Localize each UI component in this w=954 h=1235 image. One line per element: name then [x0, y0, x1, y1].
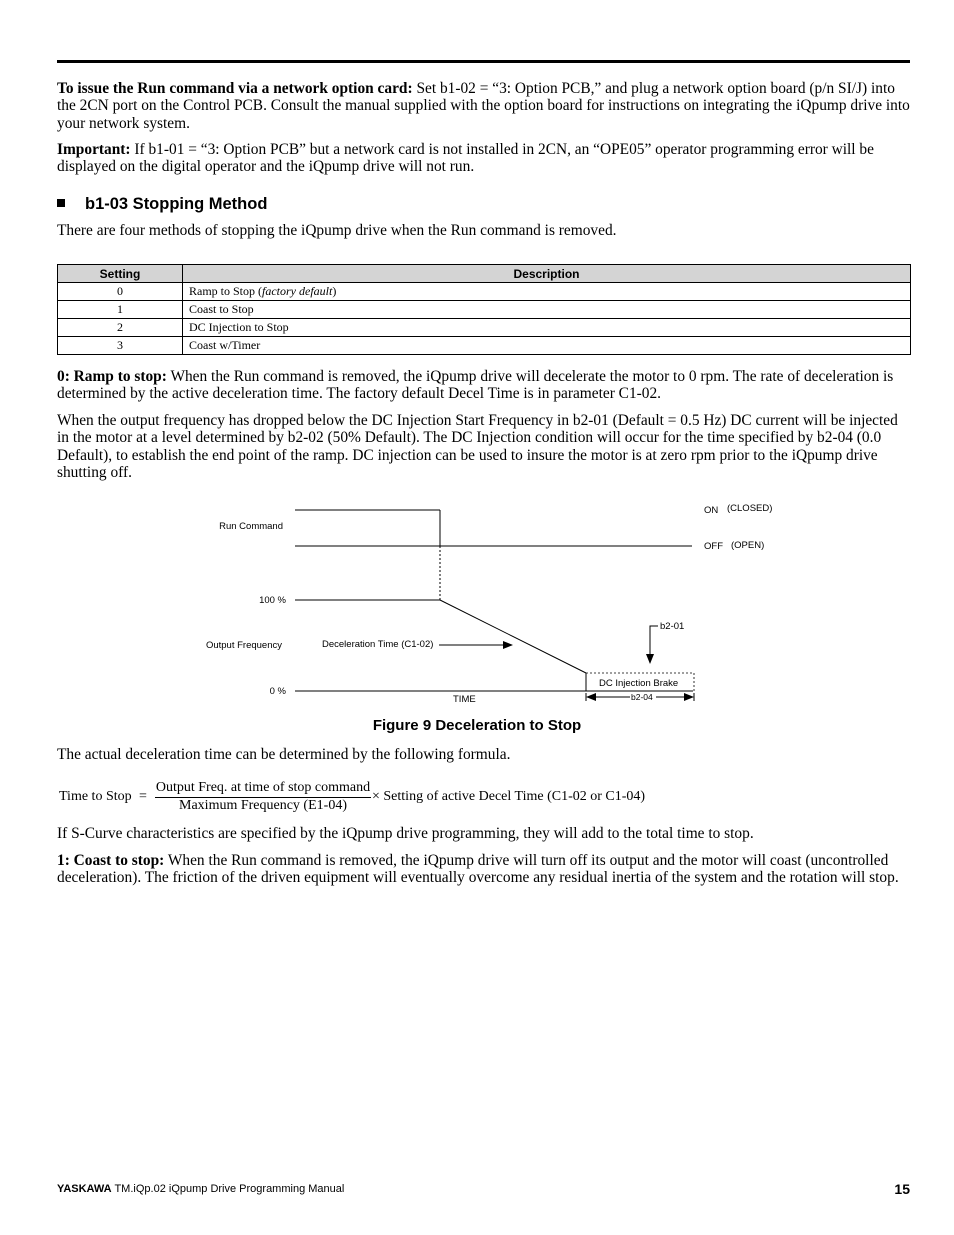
footer-brand: YASKAWA: [57, 1183, 112, 1195]
settings-table: [57, 264, 911, 355]
table-header-description: Description: [183, 265, 911, 283]
table-cell-description: Coast to Stop: [183, 301, 911, 319]
open-label: (OPEN): [731, 540, 765, 551]
dc-brake-label: DC Injection Brake: [599, 678, 679, 689]
on-label: ON: [704, 505, 719, 516]
header-rule: [57, 60, 910, 63]
footer-title: [57, 1183, 344, 1195]
formula-equals: =: [139, 789, 147, 804]
table-header-setting: Setting: [58, 265, 183, 283]
table-header-row: [58, 265, 911, 283]
table-cell-description: [183, 283, 911, 301]
b204-label: b2-04: [631, 692, 653, 702]
off-label: OFF: [704, 541, 723, 552]
run-command-label: Run Command: [219, 521, 283, 532]
section-title: b1-03 Stopping Method: [85, 195, 268, 213]
figure-caption: Figure 9 Deceleration to Stop: [372, 717, 582, 734]
description-text: Ramp to Stop (: [189, 284, 263, 298]
table-cell-setting: 0: [58, 283, 183, 301]
scurve-paragraph: If S-Curve characteristics are specified by the iQpump drive programming, they will add to the total time to stop.: [57, 825, 754, 842]
time-to-stop-formula: [59, 780, 759, 816]
table-cell-setting: 2: [58, 319, 183, 337]
description-note: factory default: [262, 284, 333, 298]
deceleration-diagram: [190, 495, 790, 715]
important-paragraph: [57, 141, 910, 176]
footer-manual-title: TM.iQp.02 iQpump Drive Programming Manual: [111, 1183, 345, 1195]
decel-ramp-line: [440, 600, 586, 673]
table-row: [58, 319, 911, 337]
b201-label: b2-01: [660, 621, 685, 632]
pct0-label: 0 %: [269, 686, 286, 697]
ramp-body: When the Run command is removed, the iQpump drive will decelerate the motor to 0 rpm. The rate of deceleration is determined by the active deceleration time. The factory default Decel Time is in parameter C1-02.: [57, 368, 894, 403]
b201-arrow: [650, 626, 658, 663]
section-heading: [57, 195, 267, 214]
coast-lead: 1: Coast to stop:: [57, 852, 165, 869]
table-cell-description: DC Injection to Stop: [183, 319, 911, 337]
time-label: TIME: [453, 694, 476, 705]
table-row: [58, 337, 911, 355]
important-lead: Important:: [57, 141, 131, 158]
page-number: 15: [894, 1181, 910, 1197]
dc-injection-paragraph: When the output frequency has dropped below the DC Injection Start Frequency in b2-01 (Default = 0.5 Hz) DC current will be injected in the motor at a level determined by b2-02 (50% Default). The DC Injection condition will occur for the time specified by b2-04 (0.0 Default), to establish the end point of the ramp. DC injection can be used to insure the motor is at zero rpm prior to the iQpump drive shutting off.: [57, 412, 898, 482]
description-close: ): [332, 284, 337, 298]
formula-intro: The actual deceleration time can be determined by the following formula.: [57, 746, 511, 763]
table-cell-setting: 3: [58, 337, 183, 355]
output-frequency-label: Output Frequency: [205, 640, 282, 651]
pct100-label: 100 %: [259, 595, 286, 606]
network-lead: To issue the Run command via a network option card:: [57, 80, 413, 97]
formula-fraction: [155, 780, 371, 814]
formula-rhs: × Setting of active Decel Time (C1-02 or C1-04): [372, 789, 646, 804]
coast-paragraph: [57, 852, 910, 887]
table-row: [58, 283, 911, 301]
coast-body: When the Run command is removed, the iQpump drive will turn off its output and the motor will coast (uncontrolled deceleration). The friction of the driven equipment will eventually overcome any residual inertia of the system and the rotation will stop.: [57, 852, 899, 887]
bullet-square-icon: [57, 199, 65, 207]
table-row: [58, 301, 911, 319]
formula-numerator: Output Freq. at time of stop command: [155, 780, 371, 798]
formula-lhs: Time to Stop: [59, 789, 132, 804]
ramp-paragraph: [57, 368, 910, 403]
important-body: If b1-01 = “3: Option PCB” but a network card is not installed in 2CN, an “OPE05” operator programming error will be displayed on the digital operator and the iQpump drive will not run.: [57, 141, 874, 176]
formula-denominator: Maximum Frequency (E1-04): [179, 798, 347, 813]
network-body: Set b1-02 = “3: Option PCB,” and plug a network option board (p/n SI/J) into the 2CN port on the Control PCB. Consult the manual supplied with the option board for instructions on integrating the iQpump drive into your network system.: [57, 80, 910, 132]
closed-label: (CLOSED): [727, 503, 773, 514]
intro-paragraph: There are four methods of stopping the iQpump drive when the Run command is removed.: [57, 222, 617, 239]
table-cell-description: Coast w/Timer: [183, 337, 911, 355]
decel-time-label: Deceleration Time (C1-02): [322, 639, 434, 650]
network-paragraph: [57, 80, 910, 132]
ramp-lead: 0: Ramp to stop:: [57, 368, 167, 385]
table-cell-setting: 1: [58, 301, 183, 319]
